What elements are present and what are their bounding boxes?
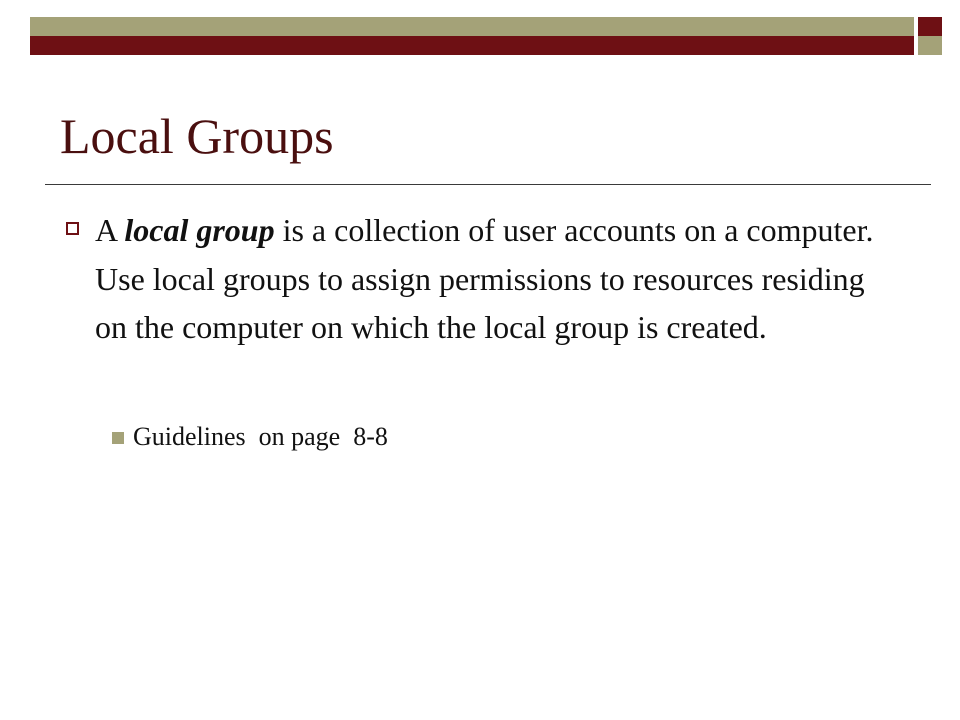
header-bar-maroon: [30, 36, 914, 55]
bullet-emphasis: local group: [124, 212, 275, 248]
bullet-rest: is a collection of user accounts on a computer. Use local groups to assign permissions to resources residing on the computer on which the local group is created.: [95, 212, 874, 345]
corner-square-olive: [918, 36, 942, 55]
slide-title: Local Groups: [60, 108, 334, 164]
corner-square-maroon: [918, 17, 942, 36]
title-divider: [45, 184, 931, 185]
sub-bullet-text: Guidelines on page 8-8: [133, 422, 388, 451]
bullet-text: [95, 206, 895, 352]
filled-square-bullet-icon: [112, 432, 124, 444]
bullet-prefix: A: [95, 212, 125, 248]
header-bar-olive: [30, 17, 914, 36]
hollow-square-bullet-icon: [66, 222, 79, 235]
